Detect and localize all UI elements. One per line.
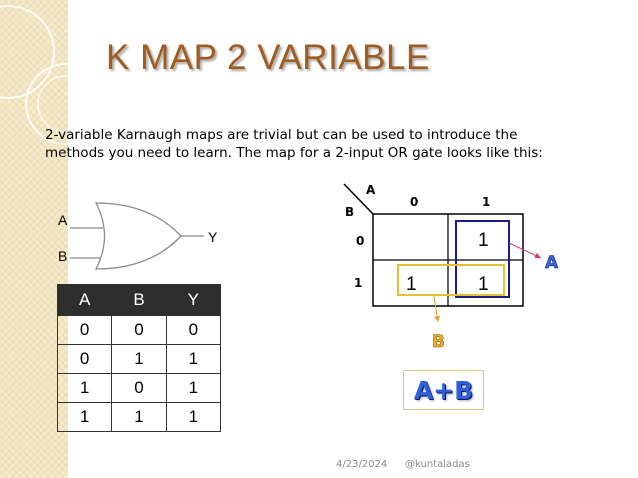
gate-input-a-label: A (58, 212, 68, 228)
truth-table-header-a: A (58, 285, 112, 316)
truth-table-cell: 0 (112, 374, 166, 403)
gate-output-label: Y (208, 229, 218, 245)
group-a-label: A (545, 253, 559, 273)
kmap-col-header: 1 (482, 195, 491, 209)
kmap-cell-value: 1 (406, 274, 417, 295)
group-b-arrow (434, 296, 438, 322)
truth-table-cell: 0 (166, 316, 220, 345)
kmap-row-header: 0 (356, 234, 365, 248)
truth-table-header-b: B (112, 285, 166, 316)
truth-table-cell: 1 (58, 403, 112, 432)
truth-table-cell: 1 (166, 345, 220, 374)
footer-author: @kuntaladas (405, 459, 470, 470)
kmap-var-a-label: A (366, 183, 376, 197)
result-expression (403, 370, 484, 410)
result-expression-text: A+B (413, 375, 474, 405)
footer-date: 4/23/2024 (336, 459, 388, 470)
kmap-col-header: 0 (410, 195, 419, 209)
truth-table-cell: 1 (166, 403, 220, 432)
truth-table-cell: 1 (58, 374, 112, 403)
intro-text: 2-variable Karnaugh maps are trivial but can be used to introduce the methods you need to learn. The map for a 2-input OR gate looks like this: (45, 127, 543, 161)
group-b-label: B (432, 332, 445, 352)
truth-table-header-y: Y (166, 285, 220, 316)
group-a-arrow (509, 243, 541, 258)
kmap-row-header: 1 (354, 276, 363, 290)
gate-input-b-label: B (58, 248, 68, 264)
kmap-var-b-label: B (345, 205, 355, 219)
truth-table-cell: 0 (58, 316, 112, 345)
truth-table-cell: 1 (112, 403, 166, 432)
kmap-cell-value: 1 (478, 274, 489, 295)
truth-table-cell: 0 (112, 316, 166, 345)
kmap-cell-value: 1 (478, 230, 489, 251)
slide-title: K MAP 2 VARIABLE (106, 38, 430, 77)
truth-table-cell: 1 (112, 345, 166, 374)
truth-table-cell: 0 (58, 345, 112, 374)
truth-table-cell: 1 (166, 374, 220, 403)
